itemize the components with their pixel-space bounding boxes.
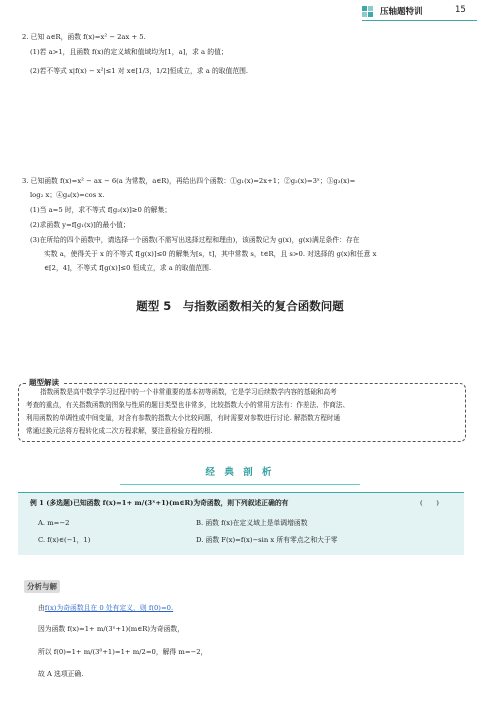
problem3-q3-line2: 实数 a，使得关于 x 的不等式 f[g(x)]≤0 的解集为[s，t]，其中常数 s，t∈R，且 s>0. 对选择的 g(x)和任意 x: [44, 250, 377, 258]
analysis-link[interactable]: f(x)为奇函数且在 0 处有定义，则 f(0)=0.: [44, 604, 174, 612]
analysis-label: 分析与解: [24, 580, 60, 593]
analysis-line-1-prefix: 由: [38, 604, 45, 612]
problem2-stem: 2. 已知 a∈R，函数 f(x)=x² − 2ax + 5.: [22, 33, 146, 41]
section-title: 题型 5 与指数函数相关的复合函数问题: [136, 299, 344, 313]
problem3-q3-line3: ∈[2，4]，不等式 f[g(x)]≤0 恒成立，求 a 的取值范围.: [44, 264, 212, 272]
analysis-line-4: 故 A 选项正确.: [38, 670, 84, 678]
page-number: 15: [455, 5, 466, 15]
interpretation-line-3: 利用函数的单调性或中间变量，对含有参数的指数大小比较问题，有时需要对参数进行讨论. 解指数方程时通: [26, 414, 341, 422]
analysis-line-2: 因为函数 f(x)=1+ m/(3ˣ+1)(m∈R)为奇函数，: [38, 625, 185, 633]
classic-analysis-divider: [120, 484, 360, 485]
option-c: C. f(x)∈(−1，1): [38, 536, 91, 544]
option-b: B. 函数 f(x)在定义域上是单调增函数: [196, 519, 308, 527]
header-section: 压轴题特训: [380, 7, 423, 17]
analysis-line-1: [38, 603, 173, 613]
problem3-q2: (2)求函数 y=f[g₁(x)]的最小值；: [30, 221, 130, 229]
problem3-q1: (1)当 a=5 时，求不等式 f[g₂(x)]≥0 的解集；: [30, 206, 172, 214]
classic-analysis-title: 经 典 剖 析: [205, 467, 275, 478]
option-a: A. m=−2: [38, 519, 70, 527]
example1-stem: 例 1 (多选题)已知函数 f(x)=1+ m/(3ˣ+1)(m∈R)为奇函数，则下列叙述正确的有: [30, 499, 289, 507]
problem3-q3-line1: (3)在所给的四个函数中，请选择一个函数(不需写出选择过程和理由)，该函数记为 g(x)，g(x)满足条件：存在: [30, 236, 360, 244]
problem2-q2: (2)若不等式 x|f(x) − x²|≤1 对 x∈[1/3，1/2]恒成立，求 a 的取值范围.: [30, 67, 249, 75]
interpretation-line-1: 指数函数是高中数学学习过程中的一个非常重要的基本初等函数，它是学习后续数学内容的基础和高考: [40, 388, 337, 396]
example-top-border: [18, 492, 464, 493]
interpretation-line-2: 考查的重点，有关指数函数的图象与性质的题目类型也非常多，比较指数大小的常用方法有：作差法、作商法、: [26, 401, 350, 409]
header-divider: [362, 20, 477, 21]
interpretation-line-4: 常通过换元法将方程转化成二次方程求解，要注意检验方程的根.: [26, 427, 213, 435]
example1-answer-paren: ( ): [420, 499, 439, 507]
header-logo-icon: [362, 6, 376, 20]
interpretation-label: 题型解读: [26, 377, 62, 388]
analysis-line-3: 所以 f(0)=1+ m/(3⁰+1)=1+ m/2=0，解得 m=−2，: [38, 648, 208, 656]
problem2-q1: (1)若 a>1，且函数 f(x)的定义域和值域均为[1，a]，求 a 的值；: [30, 48, 228, 56]
problem3-stem2: log₂ x；④g₄(x)=cos x.: [30, 191, 105, 199]
problem3-stem: 3. 已知函数 f(x)=x² − ax − 6(a 为常数，a∈R)，再给出四个函数：①g₁(x)=2x+1；②g₂(x)=3ˣ；③g₃(x)=: [22, 177, 356, 185]
option-d: D. 函数 F(x)=f(x)−sin x 所有零点之和大于零: [196, 536, 338, 544]
